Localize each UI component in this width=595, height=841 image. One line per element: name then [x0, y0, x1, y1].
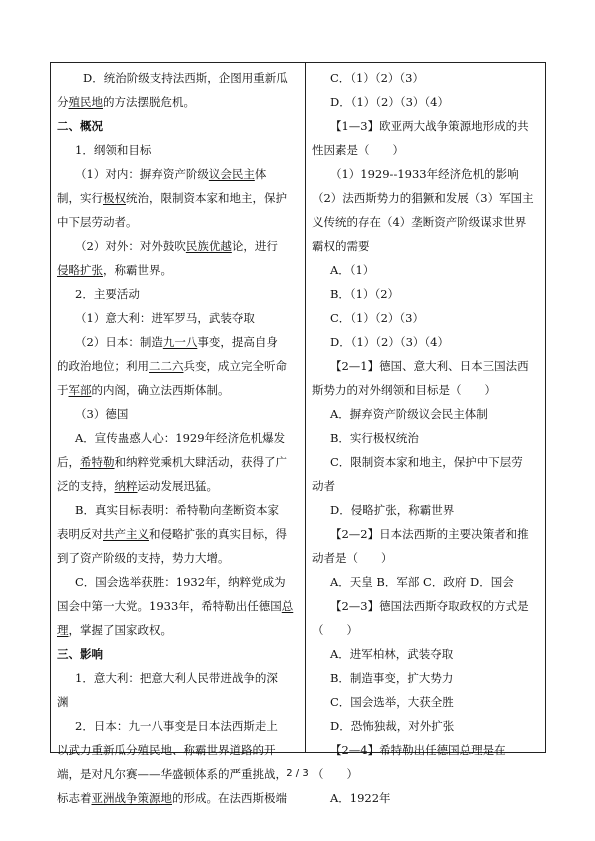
- left-line: [57, 258, 299, 282]
- text-span: 【2—3】德国法西斯夺取政权的方式是: [329, 599, 529, 613]
- right-line: [312, 90, 539, 114]
- right-line: [312, 426, 539, 450]
- text-span: 事变，提高自身: [197, 335, 278, 349]
- underlined-term: 理: [57, 623, 69, 637]
- text-span: 分: [57, 95, 69, 109]
- content-table: [50, 62, 546, 805]
- left-line: [57, 186, 299, 210]
- left-line: [57, 498, 299, 522]
- text-span: 的政治地位；利用: [57, 359, 149, 373]
- text-span: 2．主要活动: [75, 287, 140, 301]
- text-span: B．实行极权统治: [329, 431, 419, 445]
- text-span: 【2—4】希特勒出任德国总理是在: [329, 743, 506, 757]
- text-span: 后，: [57, 455, 80, 469]
- text-span: 表明反对: [57, 527, 103, 541]
- text-span: 性因素是（ ）: [311, 143, 404, 157]
- left-line: [57, 642, 299, 666]
- text-span: D．（1）（2）（3）（4）: [329, 335, 449, 349]
- text-span: 中下层劳动者。: [57, 215, 138, 229]
- left-line: [57, 618, 299, 642]
- underlined-term: 九一八: [162, 335, 198, 349]
- underlined-term: 纳粹: [114, 479, 138, 493]
- text-span: （1）意大利：进军罗马，武装夺取: [75, 311, 255, 325]
- text-span: 斯势力的对外纲领和目标是（ ）: [311, 383, 496, 397]
- text-span: 泛的支持，: [57, 479, 115, 493]
- text-span: 【1—3】欧亚两大战争策源地形成的共: [329, 119, 529, 133]
- right-line: [312, 258, 539, 282]
- text-span: 运动发展迅猛。: [137, 479, 218, 493]
- text-span: 到了资产阶级的支持，势力大增。: [57, 551, 230, 565]
- text-span: 统治，限制资本家和地主，保护: [126, 191, 287, 205]
- underlined-term: 总: [281, 599, 294, 613]
- text-span: 渊: [57, 695, 69, 709]
- text-span: ，称霸世界。: [103, 263, 172, 277]
- right-line: [312, 354, 539, 378]
- left-line: [57, 162, 299, 186]
- text-span: D．（1）（2）（3）（4）: [329, 95, 449, 109]
- text-span: 【2—2】日本法西斯的主要决策者和推: [329, 527, 529, 541]
- right-line: [312, 234, 539, 258]
- left-line: [57, 138, 299, 162]
- left-line: [57, 474, 299, 498]
- right-line: [312, 786, 539, 810]
- left-line: [57, 114, 299, 138]
- underlined-term: 侵略扩张: [57, 263, 103, 277]
- text-span: D．恐怖独裁，对外扩张: [329, 719, 455, 733]
- text-span: A．摒弃资产阶级议会民主体制: [329, 407, 488, 421]
- right-line: [312, 546, 539, 570]
- right-line: [312, 690, 539, 714]
- text-span: （ ）: [311, 623, 358, 637]
- right-line: [312, 570, 539, 594]
- text-span: 霸权的需要: [311, 239, 370, 253]
- text-span: （1）1929--1933年经济危机的影响: [329, 167, 519, 181]
- left-line: [57, 594, 299, 618]
- right-line: [312, 114, 539, 138]
- text-span: B．真实目标表明：希特勒向垄断资本家: [75, 503, 279, 517]
- text-span: 体: [254, 167, 267, 181]
- right-line: [312, 282, 539, 306]
- left-line: [57, 378, 299, 402]
- text-span: 2．日本：九一八事变是日本法西斯走上: [75, 719, 278, 733]
- text-span: C．（1）（2）（3）: [329, 311, 424, 325]
- text-span: C．（1）（2）（3）: [329, 71, 424, 85]
- right-column: [306, 63, 545, 805]
- text-span: （2）对外：对外鼓吹: [75, 239, 186, 253]
- underlined-term: 亚洲战争策源地: [91, 791, 172, 805]
- text-span: 动者: [311, 479, 335, 493]
- right-line: [312, 210, 539, 234]
- right-line: [312, 666, 539, 690]
- text-span: （3）德国: [75, 407, 129, 421]
- right-line: [312, 642, 539, 666]
- left-line: [57, 354, 299, 378]
- underlined-term: 议会民主: [208, 167, 255, 181]
- right-line: [312, 522, 539, 546]
- left-line: [57, 402, 299, 426]
- right-line: [312, 594, 539, 618]
- left-line: [57, 282, 299, 306]
- text-span: 以武力重新瓜分殖民地、称霸世界道路的开: [57, 743, 276, 757]
- right-line: [312, 714, 539, 738]
- left-line: [57, 786, 299, 810]
- text-span: C．国会选举获胜：1932年，纳粹党成为: [75, 575, 286, 589]
- left-line: [57, 666, 299, 690]
- text-span: （2）日本：制造: [75, 335, 163, 349]
- underlined-term: 希特勒: [80, 455, 115, 469]
- left-line: [57, 90, 299, 114]
- text-span: B．（1）（2）: [329, 287, 400, 301]
- text-span: 的形成。在法西斯极端: [172, 791, 287, 805]
- right-line: [312, 738, 539, 762]
- right-line: [312, 330, 539, 354]
- left-line: [57, 210, 299, 234]
- text-span: 国会中第一大党。1933年，希特勒出任德国: [57, 599, 282, 613]
- text-span: 1．纲领和目标: [75, 143, 152, 157]
- right-line: [312, 378, 539, 402]
- text-span: D．统治阶级支持法西斯，企图用重新瓜: [83, 71, 288, 85]
- text-span: 动者是（ ）: [311, 551, 393, 565]
- text-span: 和纳粹党乘机大肆活动，获得了广: [114, 455, 287, 469]
- underlined-term: 极权: [103, 191, 126, 205]
- text-span: 【2—1】德国、意大利、日本三国法西: [329, 359, 529, 373]
- text-span: 义传统的存在（4）垄断资产阶级谋求世界: [311, 215, 527, 229]
- text-span: ，掌握了国家政权。: [68, 623, 172, 637]
- text-span: 于: [57, 383, 69, 397]
- text-span: 标志着: [57, 791, 92, 805]
- right-line: [312, 450, 539, 474]
- text-span: A．（1）: [329, 263, 375, 277]
- right-line: [312, 186, 539, 210]
- left-line: [57, 306, 299, 330]
- left-line: [57, 570, 299, 594]
- text-span: （ ）: [311, 767, 358, 781]
- text-span: D．侵略扩张，称霸世界: [329, 503, 455, 517]
- text-span: 兵变，成立完全听命: [183, 359, 287, 373]
- text-span: 和侵略扩张的真实目标，得: [149, 527, 287, 541]
- right-line: [312, 162, 539, 186]
- right-line: [312, 306, 539, 330]
- text-span: 端，是对凡尔赛——华盛顿体系的严重挑战，: [57, 767, 287, 781]
- underlined-term: 二二六: [149, 359, 184, 373]
- left-line: [57, 738, 299, 762]
- left-line: [57, 546, 299, 570]
- text-span: 论，进行: [231, 239, 278, 253]
- text-span: C．国会选举，大获全胜: [329, 695, 454, 709]
- text-span: A．进军柏林，武装夺取: [329, 647, 454, 661]
- right-line: [312, 402, 539, 426]
- text-span: B．制造事变，扩大势力: [329, 671, 454, 685]
- left-line: [57, 522, 299, 546]
- text-span: A．天皇 B．军部 C．政府 D．国会: [329, 575, 514, 589]
- text-span: C．限制资本家和地主，保护中下层劳: [329, 455, 523, 469]
- text-span: （1）对内：摒弃资产阶级: [75, 167, 209, 181]
- text-span: A．1922年: [329, 791, 391, 805]
- right-line: [312, 474, 539, 498]
- underlined-term: 共产主义: [103, 527, 149, 541]
- text-span: 制，实行: [57, 191, 103, 205]
- text-span: 二、概况: [57, 119, 103, 133]
- right-line: [312, 66, 539, 90]
- underlined-term: 军部: [68, 383, 92, 397]
- text-span: （2）法西斯势力的猖獗和发展（3）军国主: [311, 191, 534, 205]
- underlined-term: 民族优越: [185, 239, 232, 253]
- page-number: 2 / 3: [286, 768, 309, 779]
- left-line: [57, 714, 299, 738]
- text-span: 的方法摆脱危机。: [103, 95, 195, 109]
- text-span: A．宣传蛊惑人心：1929年经济危机爆发: [75, 431, 286, 445]
- left-line: [57, 234, 299, 258]
- left-line: [57, 690, 299, 714]
- left-line: [57, 330, 299, 354]
- left-line: [57, 450, 299, 474]
- right-line: [312, 498, 539, 522]
- right-line: [312, 138, 539, 162]
- text-span: 1．意大利：把意大利人民带进战争的深: [75, 671, 278, 685]
- left-line: [57, 426, 299, 450]
- right-line: [312, 618, 539, 642]
- text-span: 三、影响: [57, 647, 103, 661]
- text-span: 的内阁，确立法西斯体制。: [91, 383, 230, 397]
- left-line: [57, 66, 299, 90]
- underlined-term: 殖民地: [68, 95, 103, 109]
